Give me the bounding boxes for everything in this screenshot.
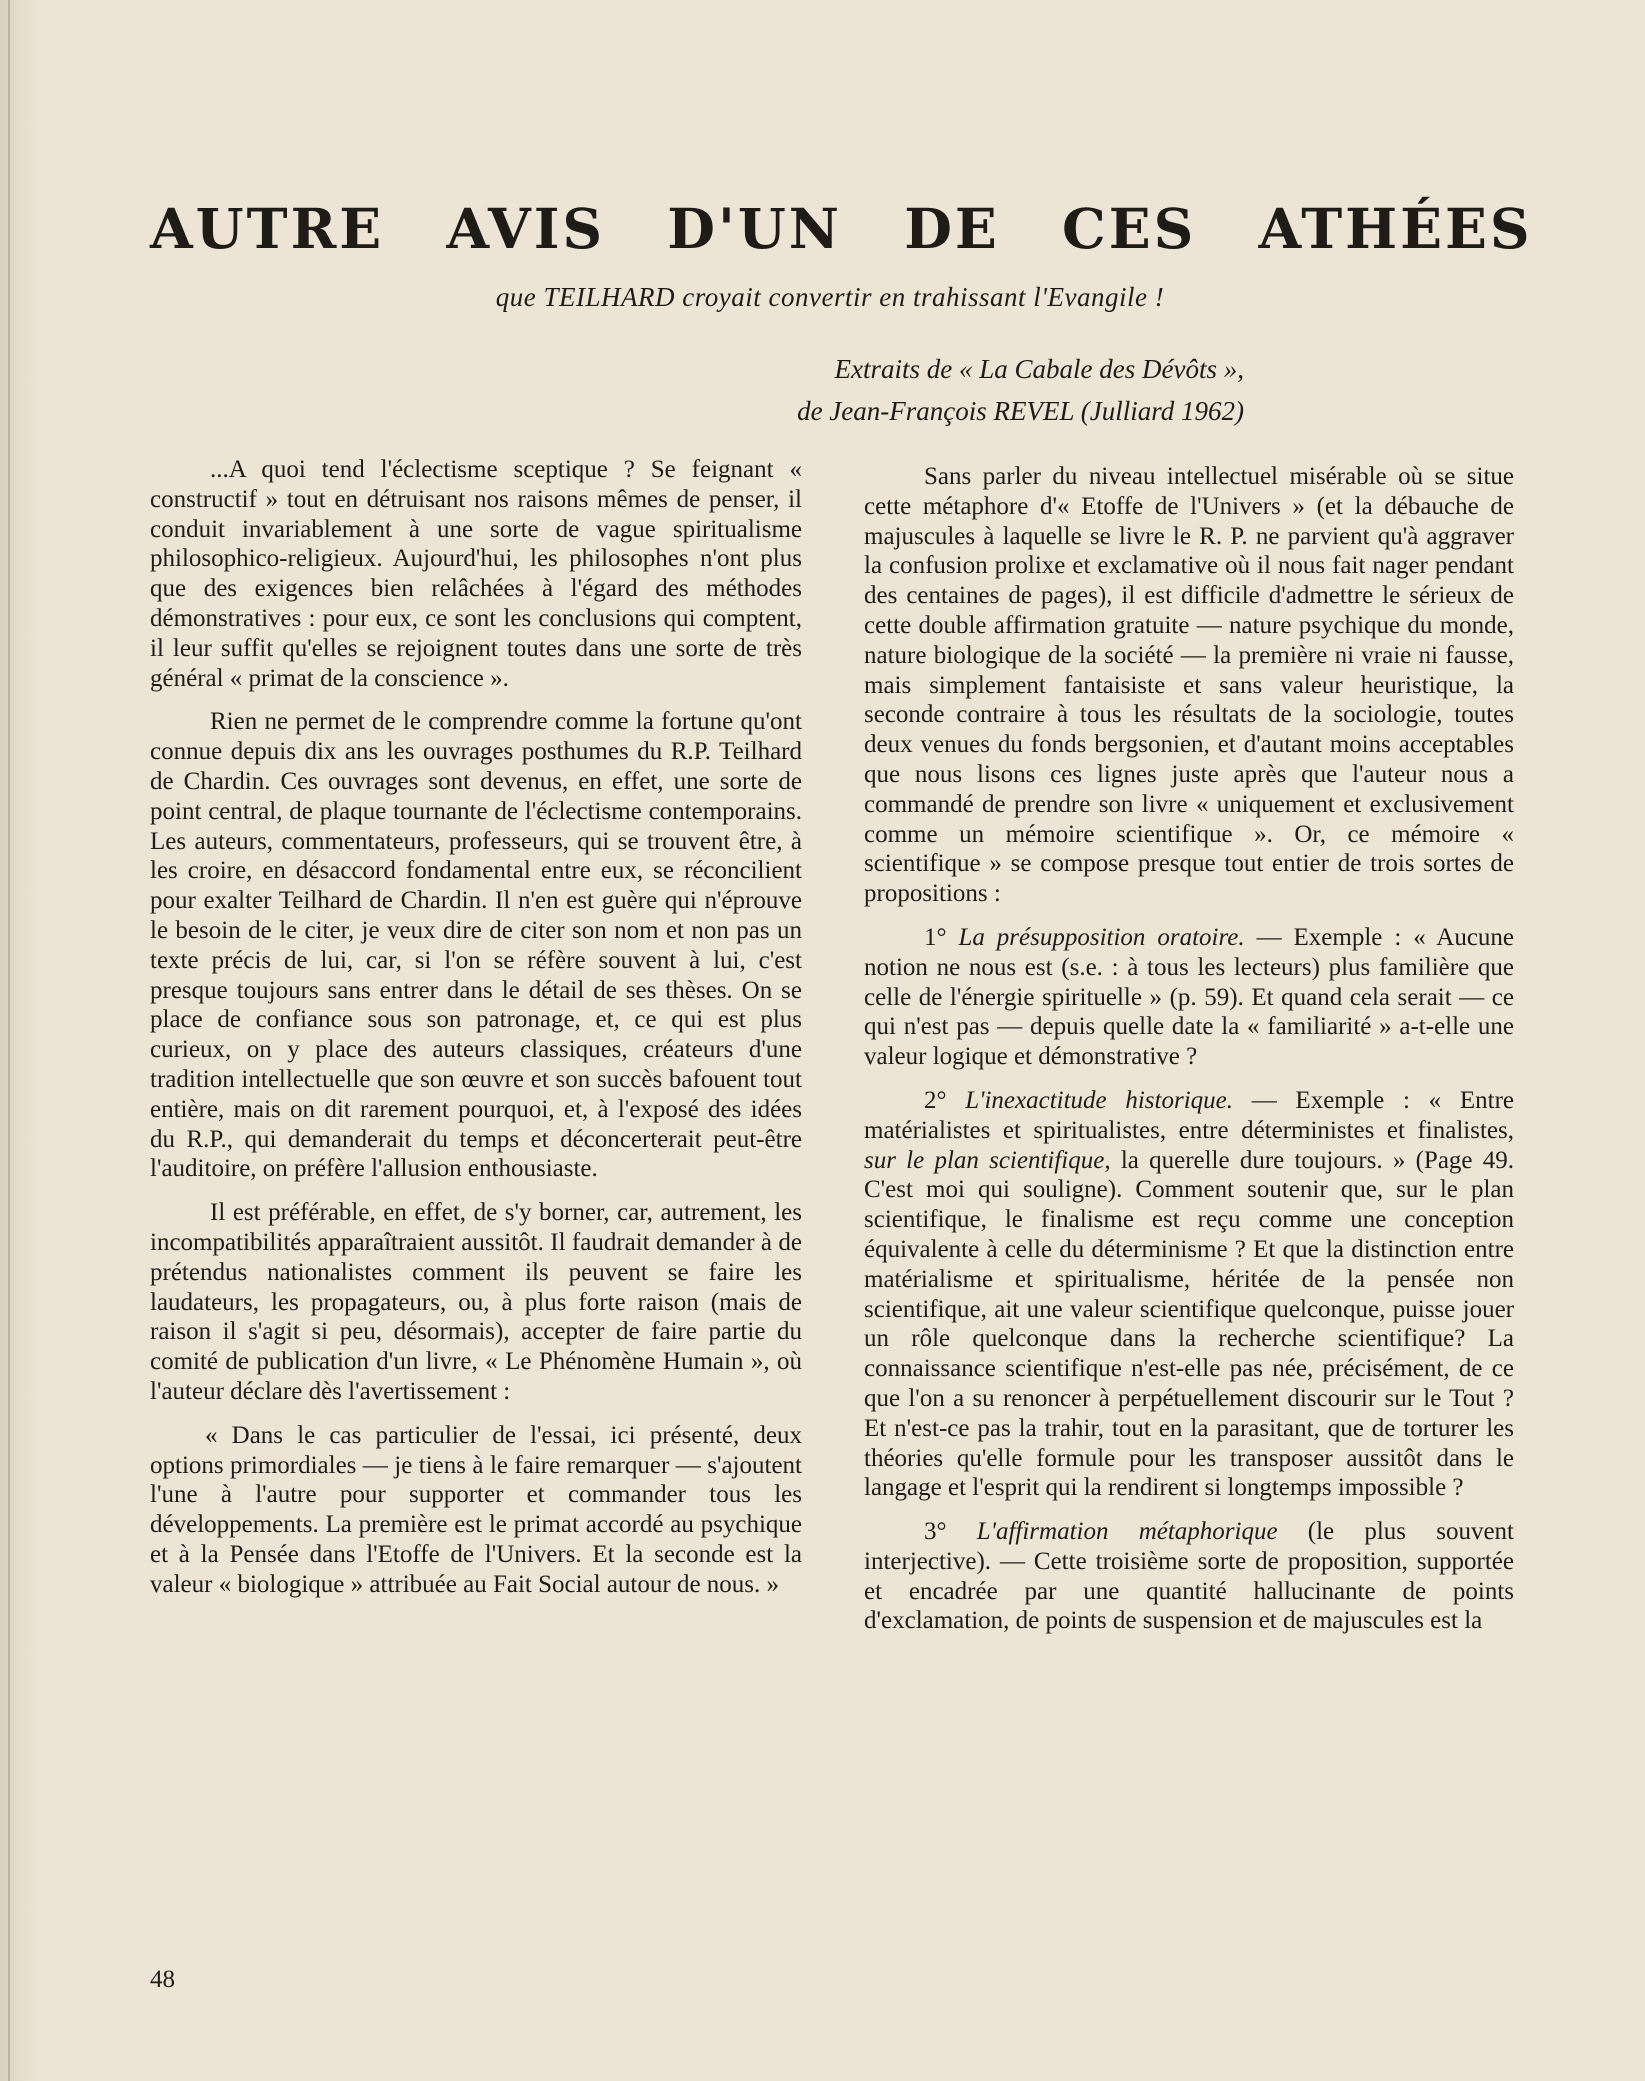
- source-citation: [650, 348, 1244, 432]
- source-line-1: Extraits de « La Cabale des Dévôts »,: [834, 354, 1244, 384]
- quotation-paragraph: « Dans le cas particulier de l'essai, ici présenté, deux options primordiales — je tiens à le faire remarquer — s'ajoutent l'une à l'autre pour supporter et commander tous les développements. La première est le primat accordé au psychique et à la Pensée dans l'Etoffe de l'Univers. Et la seconde est la valeur « biologique » attribuée au Fait Social autour de nous. »: [150, 1421, 802, 1598]
- item-title: La présupposition oratoire.: [958, 923, 1245, 951]
- item-title: L'affirmation métaphorique: [976, 1518, 1278, 1546]
- paragraph: Il est préférable, en effet, de s'y borner, car, autrement, les incompatibilités apparaîtraient aussitôt. Il faudrait demander à de prétendus nationalistes comment ils peuvent se faire les laudateurs, les propagateurs, ou, à plus forte raison (mais de raison il s'agit si peu, désormais), accepter de faire partie du comité de publication d'un livre, « Le Phénomène Humain », où l'auteur déclare dès l'avertissement :: [150, 1199, 802, 1405]
- left-column: [150, 455, 802, 1613]
- article-subtitle: que TEILHARD croyait convertir en trahissant l'Evangile !: [495, 282, 1165, 312]
- item-text: — Exemple : « Aucune notion ne nous est (s.e. : à tous les lecteurs) plus familière que celle de l'énergie spirituelle » (p. 59). Et quand cela serait — ce qui n'est pas — depuis quelle date la « familiarité » a-t-elle une valeur logique et démonstrative ?: [864, 923, 1515, 1071]
- numbered-paragraph-1: [864, 923, 1514, 1072]
- gutter-line: [8, 0, 10, 2081]
- item-number: 3°: [924, 1518, 977, 1546]
- item-number: 2°: [924, 1086, 966, 1114]
- numbered-paragraph-3: [864, 1517, 1514, 1636]
- source-line-2: de Jean-François REVEL (Julliard 1962): [797, 396, 1244, 426]
- paragraph: ...A quoi tend l'éclectisme sceptique ? Se feignant « constructif » tout en détruisant nos raisons mêmes de penser, il conduit invariablement à une sorte de vague spiritualisme philosophico-religieux. Aujourd'hui, les philosophes n'ont plus que des exigences bien relâchées à l'égard des méthodes démonstratives : pour eux, ce sont les conclusions qui comptent, il leur suffit qu'elles se rejoignent toutes dans une sorte de très général « primat de la conscience ».: [150, 456, 802, 692]
- paragraph: Rien ne permet de le comprendre comme la fortune qu'ont connue depuis dix ans les ouvrages posthumes du R.P. Teilhard de Chardin. Ces ouvrages sont devenus, en effet, une sorte de point central, de plaque tournante de l'éclectisme contemporains. Les auteurs, commentateurs, professeurs, qui se trouvent être, à les croire, en désaccord fondamental entre eux, se réconcilient pour exalter Teilhard de Chardin. Il n'en est guère qui n'éprouve le besoin de le citer, je veux dire de citer son nom et non pas un texte précis de lui, car, si l'on se réfère souvent à lui, c'est presque toujours sans entrer dans le détail de ses thèses. On se place de confiance sous son patronage, et, ce qui est plus curieux, on y place des auteurs classiques, créateurs d'une tradition intellectuelle que son œuvre et son succès bafouent tout entière, mais on dit rarement pourquoi, et, à l'exposé des idées du R.P., qui demanderait du temps et déconcerterait peut-être l'auditoire, on préfère l'allusion enthousiaste.: [150, 708, 802, 1183]
- paragraph: Sans parler du niveau intellectuel misérable où se situe cette métaphore d'« Etoffe de l'Univers » (et la débauche de majuscules à laquelle se livre le R. P. ne parvient qu'à aggraver la confusion prolixe et exclamative où il nous fait nager pendant des centaines de pages), il est difficile d'admettre le sérieux de cette double affirmation gratuite — nature psychique du monde, nature biologique de la société — la première ni vraie ni fausse, mais simplement fantaisiste et sans valeur heuristique, la seconde contraire à tous les résultats de la sociologie, toutes deux venues du fonds bergsonien, et d'autant moins acceptables que nous lisons ces lignes juste après que l'auteur nous a commandé de prendre son livre « uniquement et exclusivement comme un mémoire scientifique ». Or, ce mémoire « scientifique » se compose presque tout entier de trois sortes de propositions :: [864, 463, 1514, 908]
- item-text: la querelle dure toujours. » (Page 49. C'est moi qui souligne). Comment soutenir que, sur le plan scientifique, le finalisme est reçu comme une conception équivalente à celle du déterminisme ? Et que la distinction entre matérialisme et spiritualisme, héritée de la pensée non scientifique, ait une valeur scientifique quelconque, puisse jouer un rôle quelconque dans la recherche scientifique? La connaissance scientifique n'est-elle pas née, précisément, de ce que l'on a su renoncer à perpétuellement discourir sur le Tout ? Et n'est-ce pas la trahir, tout en la parasitant, que de torturer les théories qu'elle formule pour les transposer aussitôt dans le langage et l'esprit qui la rendirent si longtemps impossible ?: [864, 1146, 1514, 1502]
- item-text: — Exemple : « Entre matérialistes et spiritualistes, entre déterministes et finalistes,: [864, 1086, 1514, 1144]
- numbered-paragraph-2: [864, 1086, 1514, 1503]
- item-title: L'inexactitude historique.: [965, 1086, 1233, 1114]
- emphasis: sur le plan scientifique,: [864, 1146, 1111, 1174]
- page-number: 48: [150, 1966, 175, 1993]
- item-text: (le plus souvent interjective). — Cette troisième sorte de proposition, supportée et encadrée par une quantité hallucinante de points d'exclamation, de points de suspension et de majuscules est la: [864, 1518, 1514, 1635]
- article-title: AUTRE AVIS D'UN DE CES ATHÉES: [150, 196, 1533, 261]
- item-number: 1°: [924, 923, 959, 951]
- right-column: [864, 462, 1514, 1650]
- book-gutter: [0, 0, 38, 2081]
